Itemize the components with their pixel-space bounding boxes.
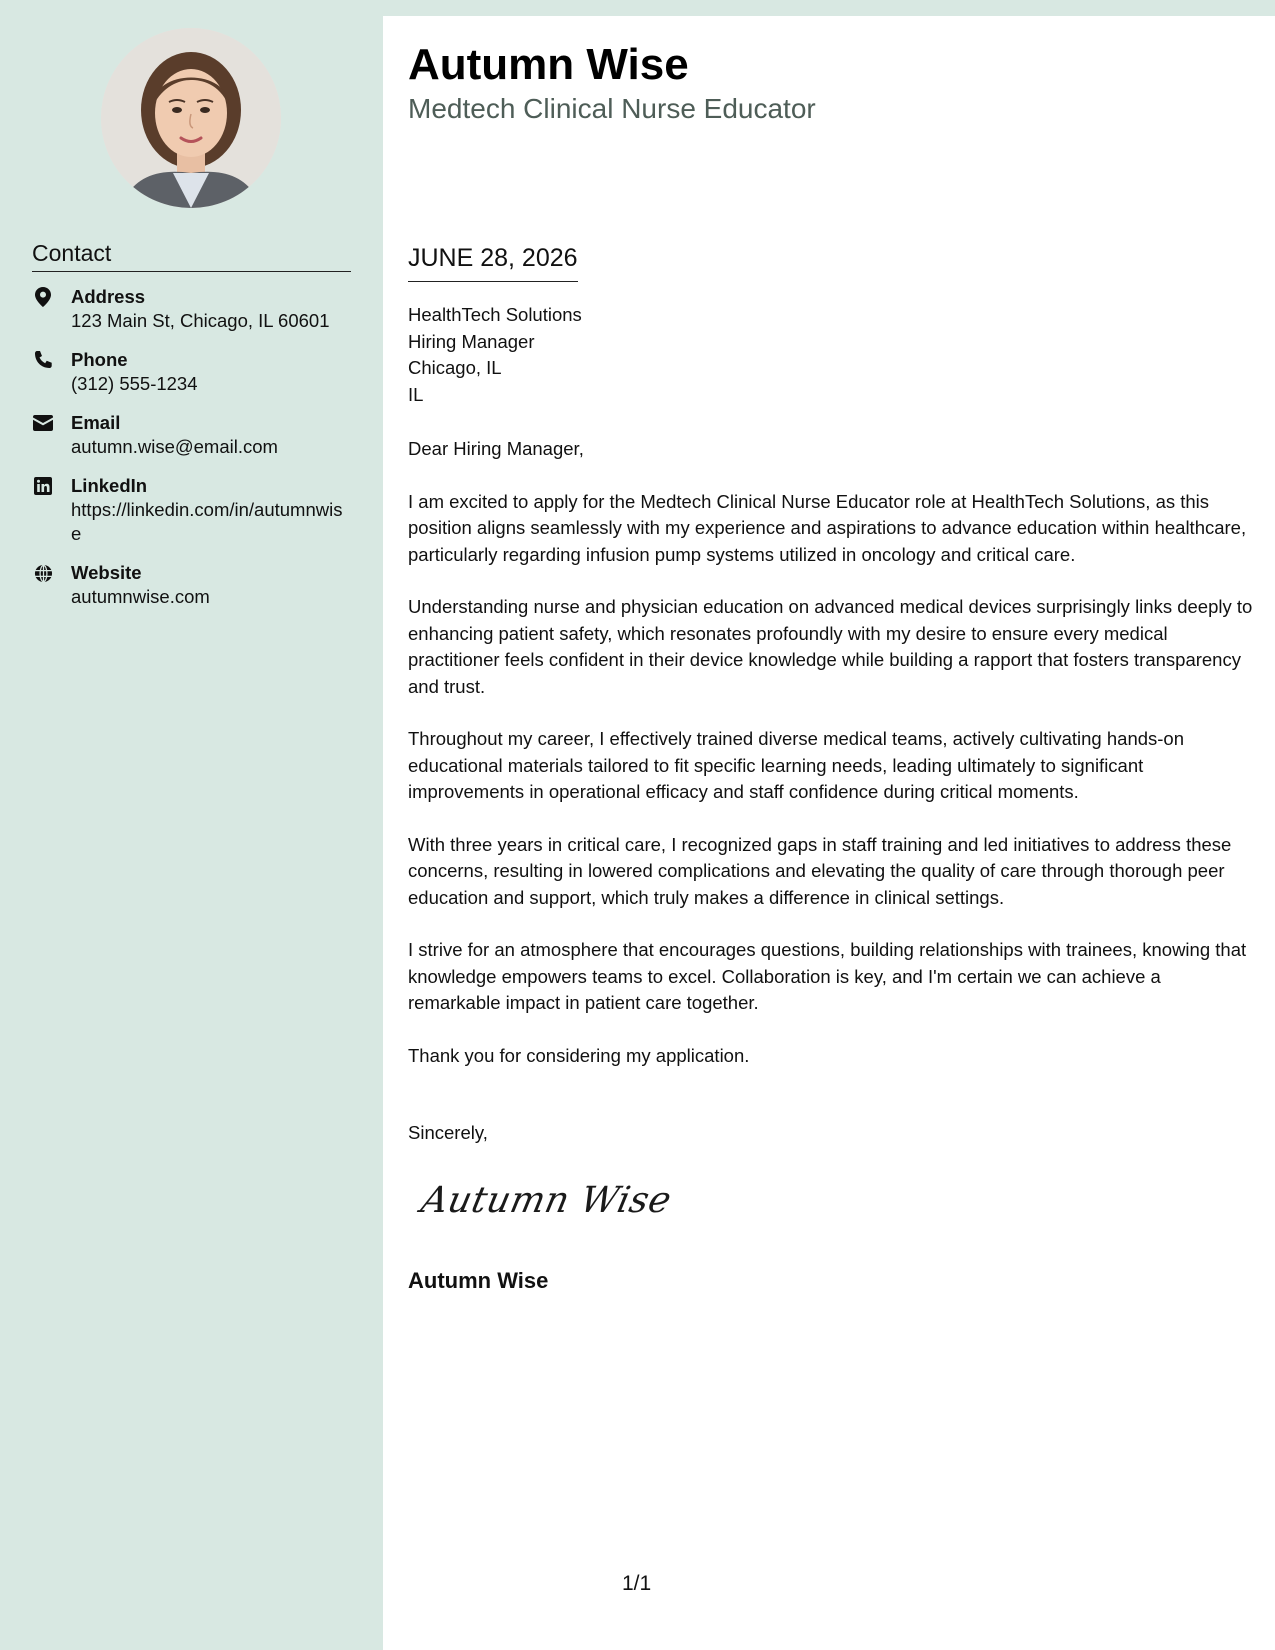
greeting: Dear Hiring Manager, — [408, 438, 584, 459]
contact-label: LinkedIn — [71, 475, 148, 496]
sidebar — [0, 0, 383, 1650]
globe-icon — [32, 562, 54, 584]
contact-value[interactable]: autumn.wise@email.com — [71, 436, 278, 457]
closing: Sincerely, — [408, 1122, 488, 1143]
paragraph: Throughout my career, I effectively trained diverse medical teams, actively cultivating hands-on educational materials tailored to fit specific learning needs, leading ultimately to significant improvements in operational efficacy and staff confidence during critical moments. — [408, 728, 1185, 802]
contact-website — [32, 560, 352, 609]
paragraph: With three years in critical care, I recognized gaps in staff training and led initiatives to address these concerns, resulting in lowered complications and elevating the quality of care through thorough peer education and support, which truly makes a difference in clinical settings. — [408, 833, 1232, 908]
page-number: 1/1 — [622, 1572, 652, 1595]
paragraph: I am excited to apply for the Medtech Clinical Nurse Educator role at HealthTech Solutions, as this position aligns seamlessly with my experience and aspirations to advance education within healthcare, particularly regarding infusion pump systems utilized in oncology and critical care. — [408, 490, 1247, 565]
recipient-state: IL — [408, 383, 424, 405]
paragraph: I strive for an atmosphere that encourages questions, building relationships with trainees, knowing that knowledge empowers teams to excel. Collaboration is key, and I'm certain we can achieve a remarkable impact in patient care together. — [408, 939, 1247, 1013]
envelope-icon — [32, 412, 54, 434]
signature: Autumn Wise — [417, 1180, 676, 1221]
contact-divider — [32, 271, 351, 272]
phone-icon — [32, 349, 54, 371]
contact-value[interactable]: https://linkedin.com/in/autumnwise — [71, 499, 343, 544]
contact-label: Email — [71, 412, 121, 433]
person-name: Autumn Wise — [408, 40, 689, 89]
map-pin-icon — [32, 286, 54, 308]
contact-linkedin — [32, 473, 352, 546]
profile-photo — [101, 28, 281, 208]
signer-name: Autumn Wise — [408, 1268, 549, 1293]
contact-heading: Contact — [32, 240, 112, 266]
contact-value[interactable]: autumnwise.com — [71, 586, 210, 607]
recipient-role: Hiring Manager — [408, 330, 535, 352]
paragraph: Thank you for considering my application. — [408, 1044, 750, 1066]
contact-address — [32, 284, 352, 333]
contact-value: 123 Main St, Chicago, IL 60601 — [71, 310, 330, 331]
contact-label: Website — [71, 562, 142, 583]
letter-body — [408, 436, 1253, 1095]
contact-list — [32, 284, 352, 623]
contact-phone — [32, 347, 352, 396]
recipient-block — [408, 302, 582, 408]
contact-label: Phone — [71, 349, 128, 370]
contact-value: (312) 555-1234 — [71, 373, 198, 394]
recipient-city: Chicago, IL — [408, 357, 502, 378]
recipient-company: HealthTech Solutions — [408, 304, 582, 325]
linkedin-icon — [32, 475, 54, 497]
paragraph: Understanding nurse and physician education on advanced medical devices surprisingly links deeply to enhancing patient safety, which resonates profoundly with my desire to ensure every medical practitioner feels confident in their device knowledge while building a rapport that fosters transparency and trust. — [408, 596, 1253, 697]
person-title: Medtech Clinical Nurse Educator — [408, 93, 816, 124]
contact-label: Address — [71, 286, 146, 307]
letter-date: JUNE 28, 2026 — [408, 244, 578, 282]
contact-email — [32, 410, 352, 459]
